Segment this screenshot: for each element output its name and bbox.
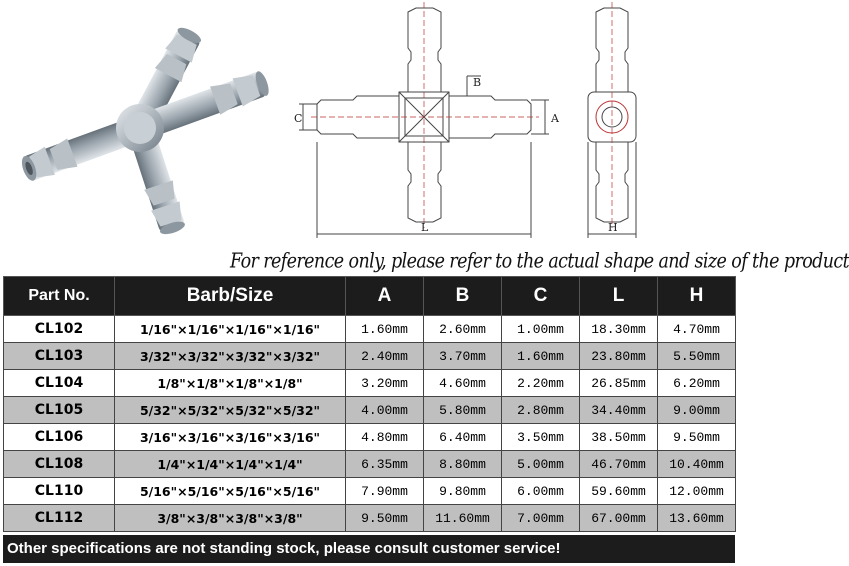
- barb-size-cell: 3/32"×3/32"×3/32"×3/32": [115, 343, 346, 370]
- a-cell: 7.90mm: [346, 478, 424, 505]
- part-no-cell: CL112: [4, 505, 115, 532]
- table-row: [4, 316, 736, 343]
- header-barb-size: Barb/Size: [115, 277, 346, 316]
- dim-label-a: A: [551, 112, 559, 125]
- c-cell: 6.00mm: [502, 478, 580, 505]
- b-cell: 11.60mm: [424, 505, 502, 532]
- footer-notice: Other specifications are not standing stock, please consult customer service!: [3, 535, 735, 563]
- barb-size-cell: 1/8"×1/8"×1/8"×1/8": [115, 370, 346, 397]
- barb-size-cell: 3/16"×3/16"×3/16"×3/16": [115, 424, 346, 451]
- h-cell: 9.50mm: [658, 424, 736, 451]
- l-cell: 34.40mm: [580, 397, 658, 424]
- b-cell: 9.80mm: [424, 478, 502, 505]
- dim-label-l: L: [421, 221, 429, 234]
- header-b: B: [424, 277, 502, 316]
- h-cell: 10.40mm: [658, 451, 736, 478]
- side-view-drawing: [570, 0, 660, 245]
- header-a: A: [346, 277, 424, 316]
- header-h: H: [658, 277, 736, 316]
- h-cell: 12.00mm: [658, 478, 736, 505]
- header-l: L: [580, 277, 658, 316]
- table-row: [4, 424, 736, 451]
- c-cell: 2.20mm: [502, 370, 580, 397]
- table-row: [4, 343, 736, 370]
- c-cell: 7.00mm: [502, 505, 580, 532]
- a-cell: 9.50mm: [346, 505, 424, 532]
- c-cell: 2.80mm: [502, 397, 580, 424]
- a-cell: 2.40mm: [346, 343, 424, 370]
- b-cell: 3.70mm: [424, 343, 502, 370]
- l-cell: 67.00mm: [580, 505, 658, 532]
- part-no-cell: CL108: [4, 451, 115, 478]
- front-view-drawing: [295, 0, 575, 245]
- h-cell: 4.70mm: [658, 316, 736, 343]
- l-cell: 46.70mm: [580, 451, 658, 478]
- cross-fitting-render: [0, 0, 280, 245]
- a-cell: 4.80mm: [346, 424, 424, 451]
- barb-size-cell: 1/16"×1/16"×1/16"×1/16": [115, 316, 346, 343]
- part-no-cell: CL104: [4, 370, 115, 397]
- c-cell: 3.50mm: [502, 424, 580, 451]
- table-row: [4, 505, 736, 532]
- part-no-cell: CL102: [4, 316, 115, 343]
- c-cell: 1.60mm: [502, 343, 580, 370]
- l-cell: 23.80mm: [580, 343, 658, 370]
- h-cell: 9.00mm: [658, 397, 736, 424]
- barb-size-cell: 5/32"×5/32"×5/32"×5/32": [115, 397, 346, 424]
- barb-size-cell: 3/8"×3/8"×3/8"×3/8": [115, 505, 346, 532]
- table-row: [4, 370, 736, 397]
- barb-size-cell: 1/4"×1/4"×1/4"×1/4": [115, 451, 346, 478]
- b-cell: 2.60mm: [424, 316, 502, 343]
- h-cell: 5.50mm: [658, 343, 736, 370]
- dim-label-h: H: [608, 221, 618, 234]
- table-row: [4, 451, 736, 478]
- c-cell: 1.00mm: [502, 316, 580, 343]
- table-row: [4, 478, 736, 505]
- part-no-cell: CL110: [4, 478, 115, 505]
- table-header-row: [4, 277, 736, 316]
- part-no-cell: CL103: [4, 343, 115, 370]
- table-row: [4, 397, 736, 424]
- part-no-cell: CL106: [4, 424, 115, 451]
- b-cell: 5.80mm: [424, 397, 502, 424]
- product-illustration-area: [0, 0, 849, 276]
- l-cell: 59.60mm: [580, 478, 658, 505]
- dim-label-c: C: [294, 112, 303, 125]
- part-no-cell: CL105: [4, 397, 115, 424]
- b-cell: 8.80mm: [424, 451, 502, 478]
- l-cell: 18.30mm: [580, 316, 658, 343]
- a-cell: 3.20mm: [346, 370, 424, 397]
- header-part-no: Part No.: [4, 277, 115, 316]
- b-cell: 4.60mm: [424, 370, 502, 397]
- a-cell: 4.00mm: [346, 397, 424, 424]
- l-cell: 26.85mm: [580, 370, 658, 397]
- h-cell: 13.60mm: [658, 505, 736, 532]
- l-cell: 38.50mm: [580, 424, 658, 451]
- spec-table: [3, 276, 736, 532]
- dim-label-b: B: [473, 76, 482, 89]
- reference-note: For reference only, please refer to the actual shape and size of the product: [230, 250, 849, 273]
- barb-size-cell: 5/16"×5/16"×5/16"×5/16": [115, 478, 346, 505]
- c-cell: 5.00mm: [502, 451, 580, 478]
- a-cell: 6.35mm: [346, 451, 424, 478]
- h-cell: 6.20mm: [658, 370, 736, 397]
- a-cell: 1.60mm: [346, 316, 424, 343]
- header-c: C: [502, 277, 580, 316]
- b-cell: 6.40mm: [424, 424, 502, 451]
